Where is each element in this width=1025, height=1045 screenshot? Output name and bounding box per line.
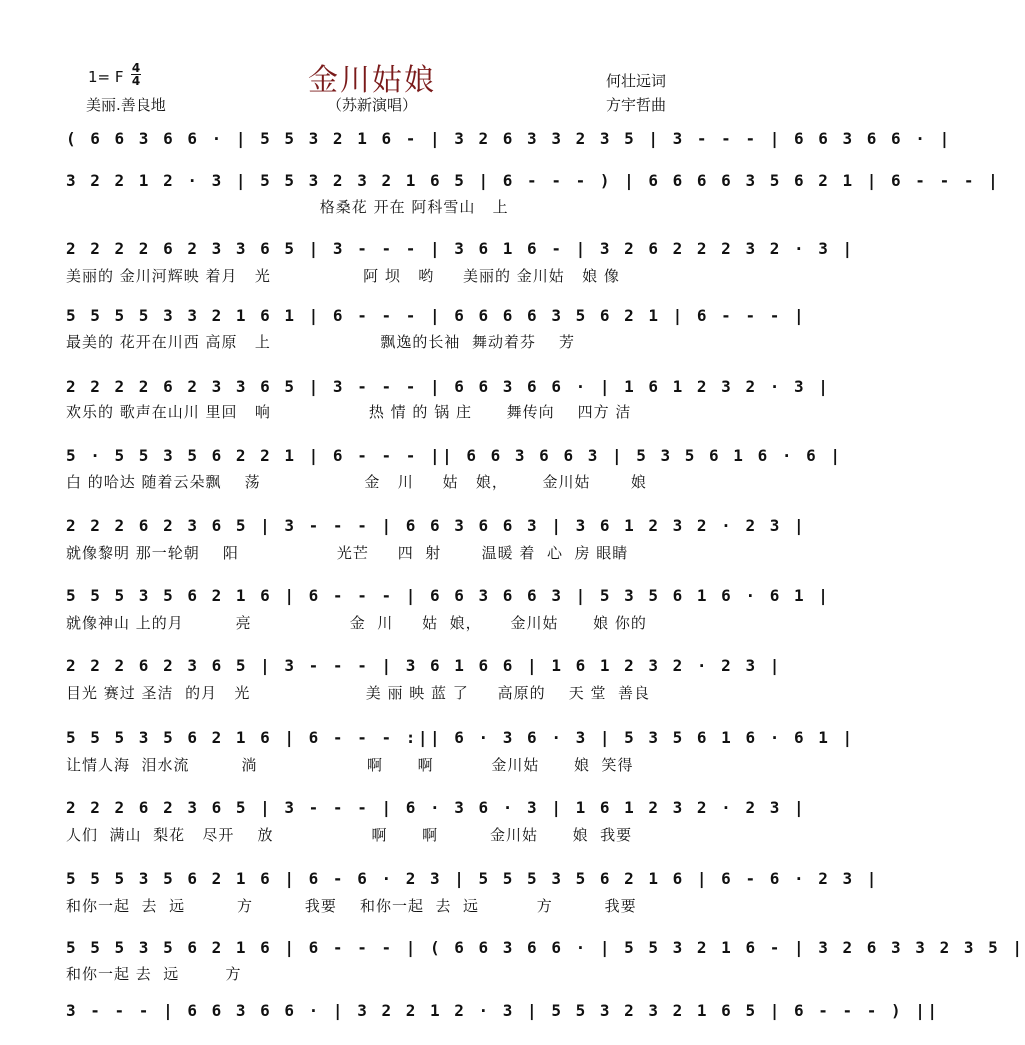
- lyric-line-14: [66, 1024, 674, 1044]
- notation-line-8: 5 5 5 3 5 6 2 1 6 | 6 - - - | 6 6 3 6 6 3 | 5 3 5 6 1 6 · 6 1 |: [66, 586, 831, 605]
- notation-line-5: 2 2 2 2 6 2 3 3 6 5 | 3 - - - | 6 6 3 6 6 · | 1 6 1 2 3 2 · 3 |: [66, 377, 831, 396]
- notation-line-13: 5 5 5 3 5 6 2 1 6 | 6 - - - | ( 6 6 3 6 6 · | 5 5 3 2 1 6 - | 3 2 6 3 3 2 3 5 |: [66, 938, 1025, 957]
- notation-line-6: 5 · 5 5 3 5 6 2 2 1 | 6 - - - || 6 6 3 6 6 3 | 5 3 5 6 1 6 · 6 |: [66, 446, 843, 465]
- lyric-line-11: 人们 满山 梨花 尽开 放 啊 啊 金川姑 娘 我要: [66, 826, 633, 844]
- time-signature-bottom: 4: [131, 74, 141, 88]
- time-signature-top: 4: [131, 61, 141, 75]
- notation-line-9: 2 2 2 6 2 3 6 5 | 3 - - - | 3 6 1 6 6 | 1 6 1 2 3 2 · 2 3 |: [66, 656, 782, 675]
- key-signature: 1= F: [88, 68, 124, 86]
- notation-line-2: 3 2 2 1 2 · 3 | 5 5 3 2 3 2 1 6 5 | 6 - - - ) | 6 6 6 6 3 5 6 2 1 | 6 - - - |: [66, 171, 1001, 190]
- notation-line-14: 3 - - - | 6 6 3 6 6 · | 3 2 2 1 2 · 3 | 5 5 3 2 3 2 1 6 5 | 6 - - - ) ||: [66, 1001, 940, 1020]
- notation-line-4: 5 5 5 5 3 3 2 1 6 1 | 6 - - - | 6 6 6 6 3 5 6 2 1 | 6 - - - |: [66, 306, 807, 325]
- lyric-line-6: 白 的哈达 随着云朵飘 荡 金 川 姑 娘， 金川姑 娘: [66, 473, 647, 491]
- notation-line-7: 2 2 2 6 2 3 6 5 | 3 - - - | 6 6 3 6 6 3 | 3 6 1 2 3 2 · 2 3 |: [66, 516, 807, 535]
- lyricist: 何壮远词: [605, 72, 666, 90]
- notation-line-3: 2 2 2 2 6 2 3 3 6 5 | 3 - - - | 3 6 1 6 - | 3 2 6 2 2 2 3 2 · 3 |: [66, 239, 855, 258]
- lyric-line-9: 目光 赛过 圣洁 的月 光 美 丽 映 蓝 了 高原的 天 堂 善良: [66, 684, 651, 702]
- song-subtitle: （苏新演唱）: [326, 96, 417, 114]
- lyric-line-7: 就像黎明 那一轮朝 阳 光芒 四 射 温暖 着 心 房 眼睛: [66, 544, 629, 562]
- notation-line-10: 5 5 5 3 5 6 2 1 6 | 6 - - - :|| 6 · 3 6 · 3 | 5 3 5 6 1 6 · 6 1 |: [66, 728, 855, 747]
- lyric-line-5: 欢乐的 歌声在山川 里回 响 热 情 的 锅 庄 舞传向 四方 洁: [66, 403, 632, 421]
- lyric-line-10: 让情人海 泪水流 淌 啊 啊 金川姑 娘 笑得: [66, 756, 634, 774]
- lyric-line-12: 和你一起 去 远 方 我要 和你一起 去 远 方 我要: [66, 897, 637, 915]
- lyric-line-3: 美丽的 金川河辉映 着月 光 阿 坝 哟 美丽的 金川姑 娘 像: [66, 267, 620, 285]
- notation-line-12: 5 5 5 3 5 6 2 1 6 | 6 - 6 · 2 3 | 5 5 5 3 5 6 2 1 6 | 6 - 6 · 2 3 |: [66, 869, 879, 888]
- lyric-line-8: 就像神山 上的月 亮 金 川 姑 娘， 金川姑 娘 你的: [66, 614, 647, 632]
- notation-line-11: 2 2 2 6 2 3 6 5 | 3 - - - | 6 · 3 6 · 3 | 1 6 1 2 3 2 · 2 3 |: [66, 798, 807, 817]
- tempo-mood: 美丽.善良地: [86, 96, 166, 114]
- notation-line-1: ( 6 6 3 6 6 · | 5 5 3 2 1 6 - | 3 2 6 3 3 2 3 5 | 3 - - - | 6 6 3 6 6 · |: [66, 129, 952, 148]
- composer: 方宇哲曲: [605, 96, 666, 114]
- lyric-line-13: 和你一起 去 远 方: [66, 965, 242, 983]
- song-title: 金川姑娘: [308, 63, 436, 98]
- lyric-line-2: 格桑花 开在 阿科雪山 上: [66, 198, 509, 216]
- lyric-line-4: 最美的 花开在川西 高原 上 飘逸的长袖 舞动着芬 芳: [66, 333, 576, 351]
